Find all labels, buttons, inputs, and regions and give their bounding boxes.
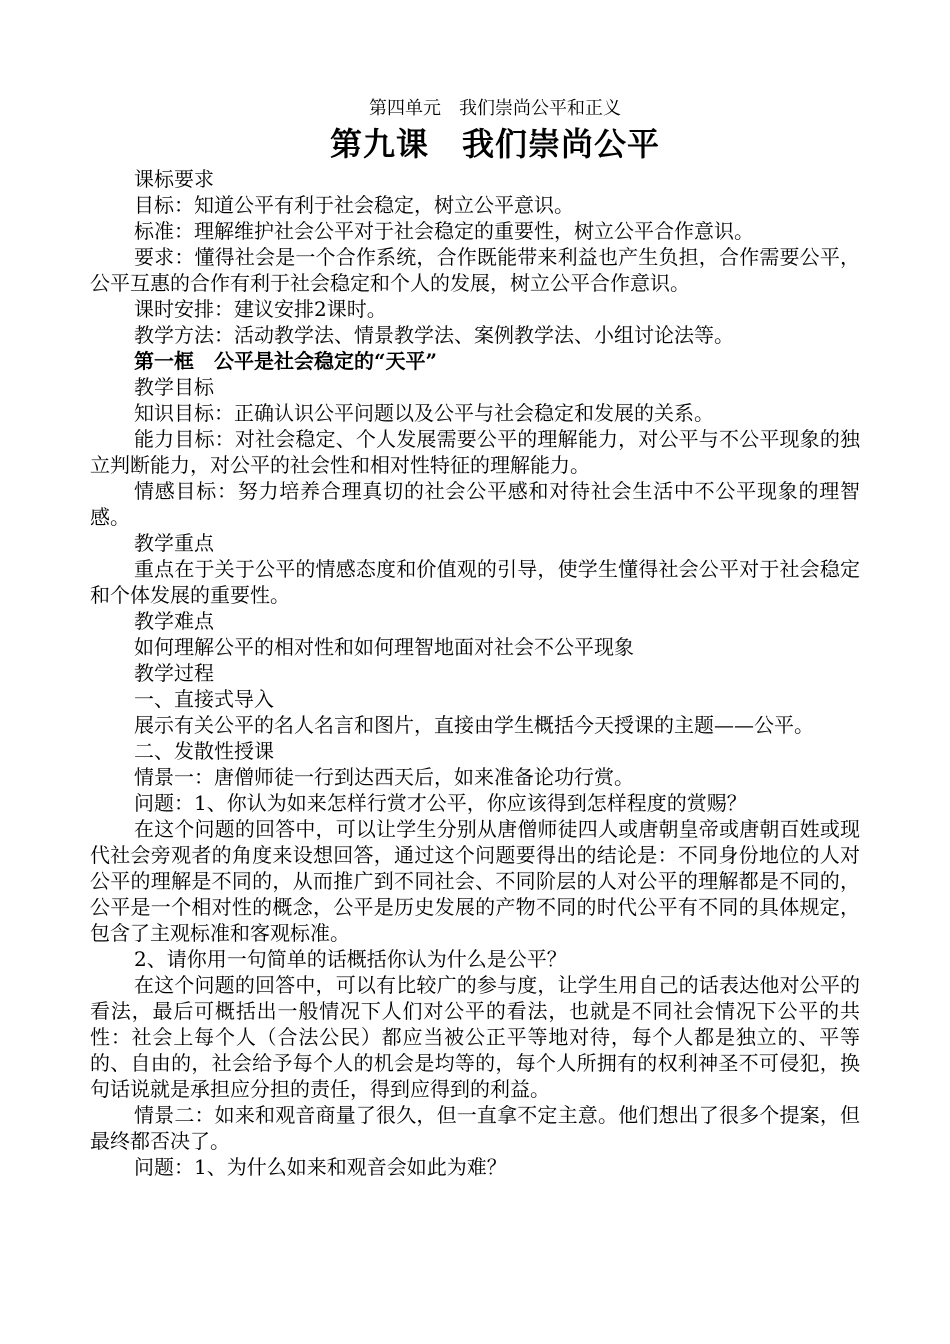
paragraph: 目标：知道公平有利于社会稳定，树立公平意识。 [134,193,574,217]
paragraph: 情景二：如来和观音商量了很久，但一直拿不定主意。他们想出了很多个提案，但最终都否决了。 [90,1103,860,1153]
paragraph: 标准：理解维护社会公平对于社会稳定的重要性，树立公平合作意识。 [134,219,754,243]
paragraph: 课时安排：建议安排2课时。 [134,297,387,321]
paragraph: 能力目标：对社会稳定、个人发展需要公平的理解能力，对公平与不公平现象的独立判断能力，对公平的社会性和相对性特征的理解能力。 [90,427,860,477]
heading-key-points: 教学重点 [134,531,214,555]
paragraph: 问题：1、为什么如来和观音会如此为难？ [134,1155,507,1179]
paragraph: 情景一：唐僧师徒一行到达西天后，如来准备论功行赏。 [134,765,634,789]
unit-title: 第四单元 我们崇尚公平和正义 [369,98,621,119]
lesson-title: 第九课 我们崇尚公平 [329,125,660,163]
paragraph: 知识目标：正确认识公平问题以及公平与社会稳定和发展的关系。 [134,401,714,425]
paragraph: 展示有关公平的名人名言和图片，直接由学生概括今天授课的主题——公平。 [134,713,814,737]
paragraph: 问题：1、你认为如来怎样行赏才公平，你应该得到怎样程度的赏赐？ [134,791,747,815]
paragraph: 二、发散性授课 [134,739,274,763]
heading-objectives: 教学目标 [134,375,214,399]
paragraph: 重点在于关于公平的情感态度和价值观的引导，使学生懂得社会公平对于社会稳定和个体发展的重要性。 [90,557,860,607]
section-heading: 第一框 公平是社会稳定的“天平” [134,349,438,373]
heading-process: 教学过程 [134,661,214,685]
paragraph: 要求：懂得社会是一个合作系统，合作既能带来利益也产生负担，合作需要公平，公平互惠的合作有利于社会稳定和个人的发展，树立公平合作意识。 [90,245,860,295]
paragraph: 在这个问题的回答中，可以有比较广的参与度，让学生用自己的话表达他对公平的看法，最后可概括出一般情况下人们对公平的看法，也就是不同社会情况下公平的共性：社会上每个人（合法公民）都应当被公正平等地对待，每个人都是独立的、平等的、自由的，社会给予每个人的机会是均等的，每个人所拥有的权利神圣不可侵犯，换句话说就是承担应分担的责任，得到应得到的利益。 [90,973,860,1101]
paragraph: 在这个问题的回答中，可以让学生分别从唐僧师徒四人或唐朝皇帝或唐朝百姓或现代社会旁观者的角度来设想回答，通过这个问题要得出的结论是：不同身份地位的人对公平的理解是不同的，从而推广到不同社会、不同阶层的人对公平的理解都是不同的，公平是一个相对性的概念，公平是历史发展的产物不同的时代公平有不同的具体规定，包含了主观标准和客观标准。 [90,817,860,945]
document-page [90,96,860,1180]
paragraph: 情感目标：努力培养合理真切的社会公平感和对待社会生活中不公平现象的理智感。 [90,479,860,529]
paragraph: 教学方法：活动教学法、情景教学法、案例教学法、小组讨论法等。 [134,323,734,347]
paragraph: 一、直接式导入 [134,687,274,711]
paragraph: 2、请你用一句简单的话概括你认为什么是公平？ [134,947,567,971]
heading-difficulties: 教学难点 [134,609,214,633]
heading-curriculum: 课标要求 [134,167,214,191]
paragraph: 如何理解公平的相对性和如何理智地面对社会不公平现象 [134,635,634,659]
